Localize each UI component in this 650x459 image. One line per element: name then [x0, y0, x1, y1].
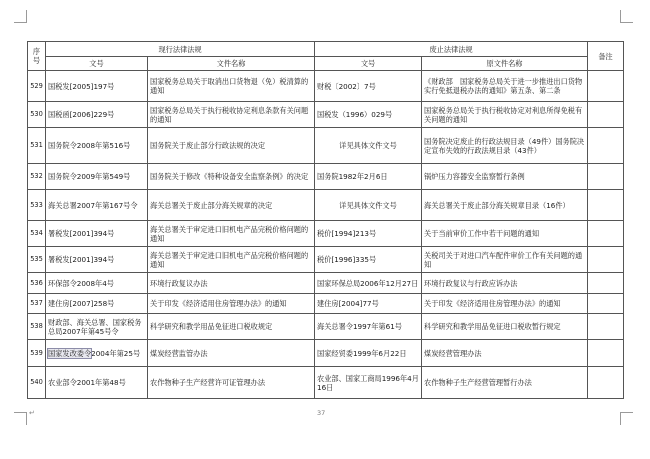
- row-number: 538: [28, 314, 46, 340]
- row-note: [588, 190, 624, 221]
- row-doc-no: 财政部、海关总署、国家税务总局2007年第45号令: [46, 314, 148, 340]
- row-title: 国家税务总局关于执行税收协定利息条款有关问题的通知: [148, 102, 315, 128]
- row-old-doc-no: 建住房[2004]77号: [315, 294, 422, 314]
- row-old-doc-no: 国税发（1996）029号: [315, 102, 422, 128]
- row-number: 529: [28, 71, 46, 102]
- page-number: 37: [317, 409, 326, 417]
- row-old-doc-no: 海关总署令1997年第61号: [315, 314, 422, 340]
- row-old-title: 环境行政复议与行政应诉办法: [422, 273, 588, 294]
- row-note: [588, 294, 624, 314]
- table-row: [28, 164, 624, 190]
- row-old-title: 海关总署关于废止部分海关规章目录（16件）: [422, 190, 588, 221]
- row-title: 海关总署关于审定进口旧机电产品完税价格问题的通知: [148, 221, 315, 247]
- row-doc-no: 署税发[2001]394号: [46, 247, 148, 273]
- header-seq: 序号: [28, 42, 46, 71]
- table-row: [28, 102, 624, 128]
- row-doc-no: 国税发[2005]197号: [46, 71, 148, 102]
- row-old-doc-no: 税价[1996]335号: [315, 247, 422, 273]
- row-doc-no: [46, 340, 148, 367]
- row-doc-no: 国税函[2006]229号: [46, 102, 148, 128]
- header-repealed: 废止法律法规: [315, 42, 588, 57]
- row-old-doc-no: 详见具体文件文号: [315, 128, 422, 164]
- row-old-title: 国家税务总局关于执行税收协定对利息所得免税有关问题的通知: [422, 102, 588, 128]
- table-row: [28, 367, 624, 399]
- row-number: 534: [28, 221, 46, 247]
- row-note: [588, 102, 624, 128]
- row-note: [588, 221, 624, 247]
- header-old-doc-title: 原文件名称: [422, 57, 588, 71]
- row-old-title: 国务院决定废止的行政法规目录（49件）国务院决定宣布失效的行政法规目录（43件）: [422, 128, 588, 164]
- row-old-title: 锅炉压力容器安全监察暂行条例: [422, 164, 588, 190]
- table-row: [28, 247, 624, 273]
- row-number: 535: [28, 247, 46, 273]
- header-current: 现行法律法规: [46, 42, 315, 57]
- row-old-title: 煤炭经营管理办法: [422, 340, 588, 367]
- row-old-title: 关税司关于对进口汽车配件审价工作有关问题的通知: [422, 247, 588, 273]
- header-doc-no: 文号: [46, 57, 148, 71]
- table-row: [28, 221, 624, 247]
- row-old-title: 关于当前审价工作中若干问题的通知: [422, 221, 588, 247]
- row-old-title: 科学研究和教学用品免征进口税收暂行规定: [422, 314, 588, 340]
- row-old-doc-no: 国务院1982年2月6日: [315, 164, 422, 190]
- header-doc-title: 文件名称: [148, 57, 315, 71]
- row-title: 海关总署关于审定进口旧机电产品完税价格问题的通知: [148, 247, 315, 273]
- row-doc-no: 国务院令2008年第516号: [46, 128, 148, 164]
- crop-mark-top-left: [14, 10, 27, 23]
- table-row: [28, 340, 624, 367]
- row-note: [588, 314, 624, 340]
- row-title: 农作物种子生产经营许可证管理办法: [148, 367, 315, 399]
- row-old-title: 《财政部 国家税务总局关于进一步推进出口货物实行免抵退税办法的通知》第五条、第二条: [422, 71, 588, 102]
- law-comparison-table: [27, 41, 624, 399]
- row-doc-no: 海关总署2007年第167号令: [46, 190, 148, 221]
- row-title: 科学研究和教学用品免征进口税收规定: [148, 314, 315, 340]
- row-old-doc-no: 税价[1994]213号: [315, 221, 422, 247]
- row-title: 环境行政复议办法: [148, 273, 315, 294]
- row-note: [588, 340, 624, 367]
- row-number: 537: [28, 294, 46, 314]
- row-number: 533: [28, 190, 46, 221]
- row-doc-no: 环保部令2008年4号: [46, 273, 148, 294]
- row-doc-no: 署税发[2001]394号: [46, 221, 148, 247]
- row-doc-no: 国务院令2009年第549号: [46, 164, 148, 190]
- row-title: 关于印发《经济适用住房管理办法》的通知: [148, 294, 315, 314]
- row-number: 532: [28, 164, 46, 190]
- crop-mark-bottom-left: [14, 412, 27, 425]
- row-note: [588, 247, 624, 273]
- table-row: [28, 273, 624, 294]
- row-title: 煤炭经营监管办法: [148, 340, 315, 367]
- header-old-doc-no: 文号: [315, 57, 422, 71]
- header-row-1: [28, 42, 624, 57]
- row-old-doc-no: 国家环保总局2006年12月27日: [315, 273, 422, 294]
- crop-mark-top-right: [620, 10, 633, 23]
- row-old-doc-no: 财税〔2002〕7号: [315, 71, 422, 102]
- table-row: [28, 314, 624, 340]
- row-note: [588, 164, 624, 190]
- table-row: [28, 294, 624, 314]
- row-note: [588, 273, 624, 294]
- doc-no-rest: 2004年第25号: [91, 348, 141, 358]
- header-note: 备注: [588, 42, 624, 71]
- crop-mark-bottom-right: [620, 412, 633, 425]
- paragraph-mark: ↵: [29, 409, 35, 417]
- row-doc-no: 农业部令2001年第48号: [46, 367, 148, 399]
- row-doc-no: 建住房[2007]258号: [46, 294, 148, 314]
- row-old-title: 农作物种子生产经营管理暂行办法: [422, 367, 588, 399]
- header-row-2: [28, 57, 624, 71]
- row-title: 国务院关于废止部分行政法规的决定: [148, 128, 315, 164]
- row-title: 国家税务总局关于取消出口货物退（免）税清算的通知: [148, 71, 315, 102]
- row-title: 国务院关于修改《特种设备安全监察条例》的决定: [148, 164, 315, 190]
- row-title: 海关总署关于废止部分海关规章的决定: [148, 190, 315, 221]
- row-number: 540: [28, 367, 46, 399]
- row-number: 531: [28, 128, 46, 164]
- row-note: [588, 367, 624, 399]
- highlighted-text: 国家发改委令: [48, 348, 92, 358]
- row-old-doc-no: 农业部、国家工商局1996年4月16日: [315, 367, 422, 399]
- table-row: [28, 128, 624, 164]
- row-old-doc-no: 详见具体文件文号: [315, 190, 422, 221]
- row-old-title: 关于印发《经济适用住房管理办法》的通知: [422, 294, 588, 314]
- row-note: [588, 128, 624, 164]
- row-old-doc-no: 国家经贸委1999年6月22日: [315, 340, 422, 367]
- table-row: [28, 71, 624, 102]
- row-number: 530: [28, 102, 46, 128]
- table-row: [28, 190, 624, 221]
- row-number: 539: [28, 340, 46, 367]
- row-note: [588, 71, 624, 102]
- row-number: 536: [28, 273, 46, 294]
